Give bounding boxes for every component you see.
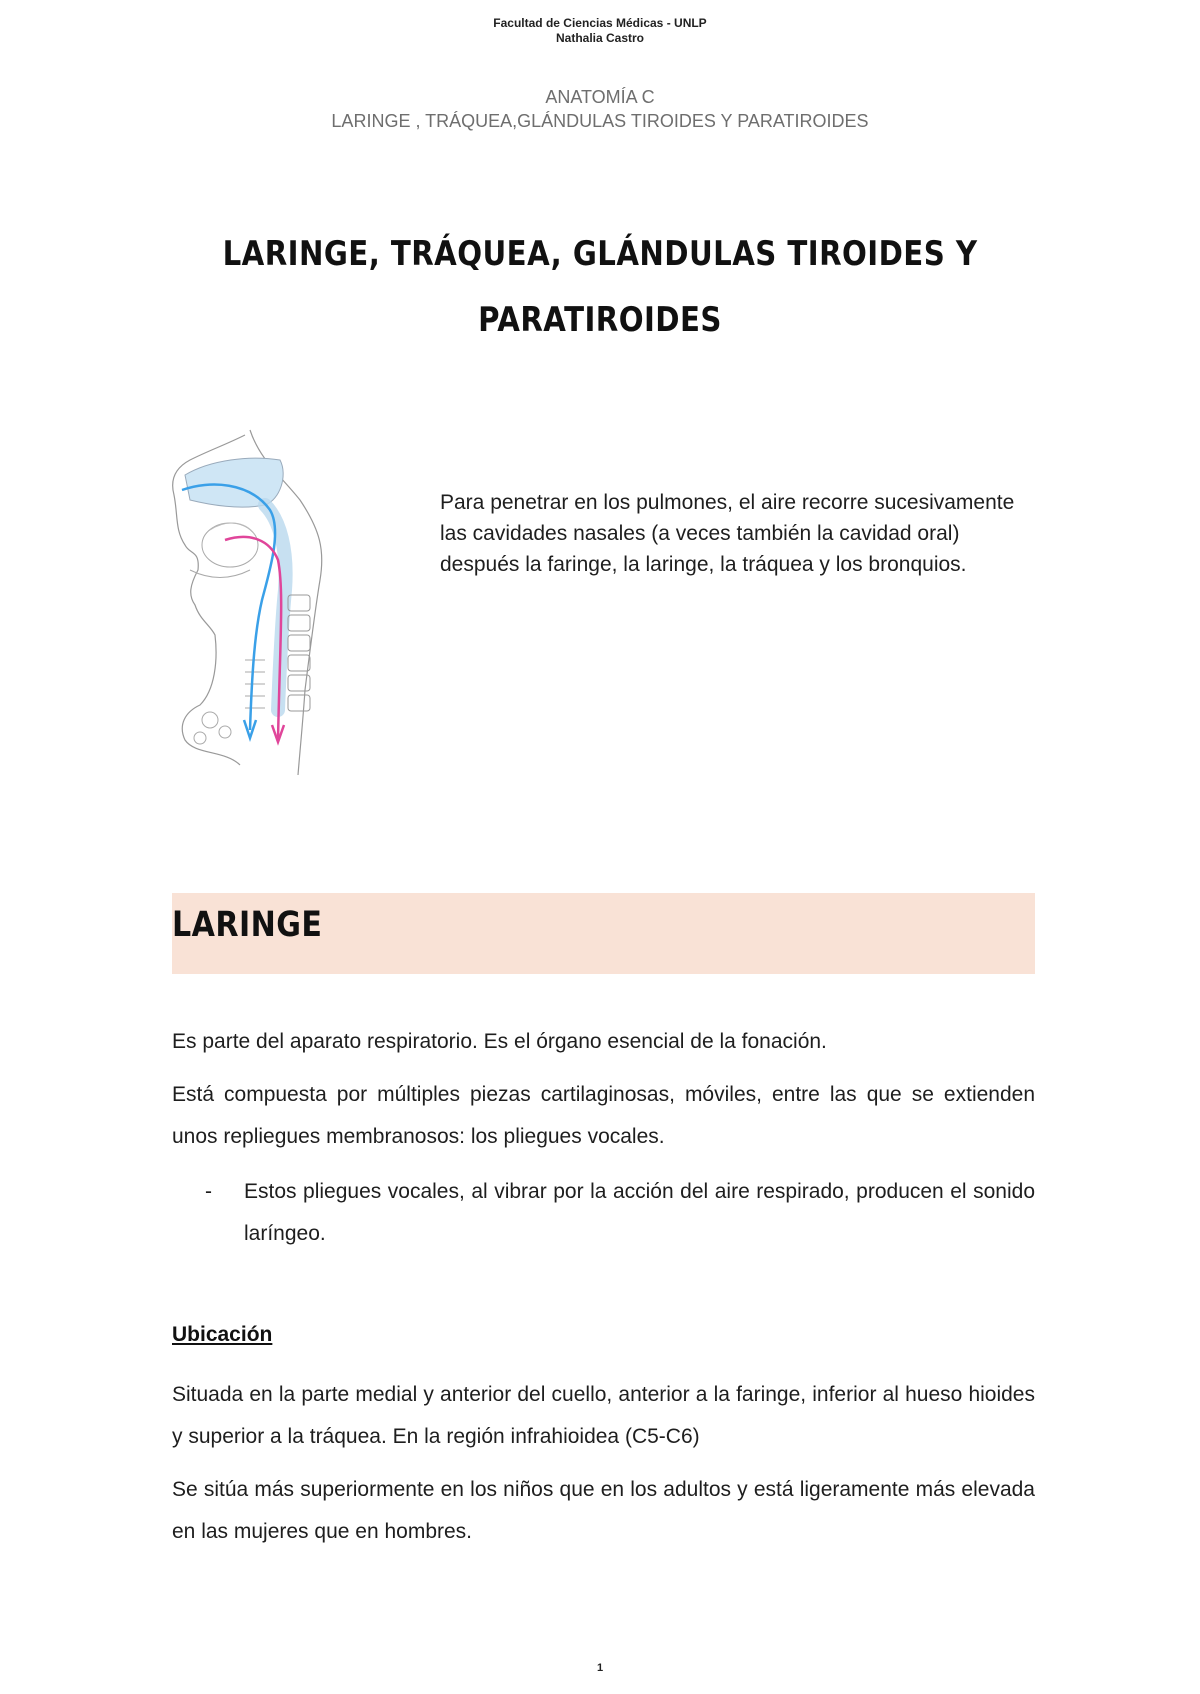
document-title-line1: LARINGE, TRÁQUEA, GLÁNDULAS TIROIDES Y [222, 234, 978, 274]
paragraph-definition: Es parte del aparato respiratorio. Es el órgano esencial de la fonación. [172, 1030, 827, 1053]
paragraph-position-variation: Se sitúa más superiormente en los niños que en los adultos y está ligeramente más elevada en las mujeres que en hombres. [172, 1478, 1035, 1543]
airway-sagittal-illustration [170, 420, 340, 780]
course-topic: LARINGE , TRÁQUEA,GLÁNDULAS TIROIDES Y PARATIROIDES [331, 111, 869, 131]
paragraph-composition: Está compuesta por múltiples piezas cartilaginosas, móviles, entre las que se extienden unos repliegues membranosos: los pliegues vocales. [172, 1083, 1035, 1148]
page-header-author: Nathalia Castro [555, 31, 645, 45]
page-header-institution: Facultad de Ciencias Médicas - UNLP [493, 16, 707, 30]
subheading-ubicacion: Ubicación [172, 1323, 273, 1346]
section-heading: LARINGE [172, 905, 323, 945]
intro-paragraph: Para penetrar en los pulmones, el aire recorre sucesivamente las cavidades nasales (a veces también la cavidad oral) después la faringe, la laringe, la tráquea y los bronquios. [440, 491, 1015, 576]
bullet-marker: - [205, 1180, 212, 1203]
paragraph-location: Situada en la parte medial y anterior del cuello, anterior a la faringe, inferior al hueso hioides y superior a la tráquea. En la región infrahioidea (C5-C6) [172, 1383, 1035, 1448]
bullet-vocal-folds: Estos pliegues vocales, al vibrar por la acción del aire respirado, producen el sonido laríngeo. [244, 1180, 1035, 1245]
document-title-line2: PARATIROIDES [478, 300, 722, 340]
page-number: 1 [596, 1662, 604, 1674]
course-name: ANATOMÍA C [545, 87, 655, 107]
